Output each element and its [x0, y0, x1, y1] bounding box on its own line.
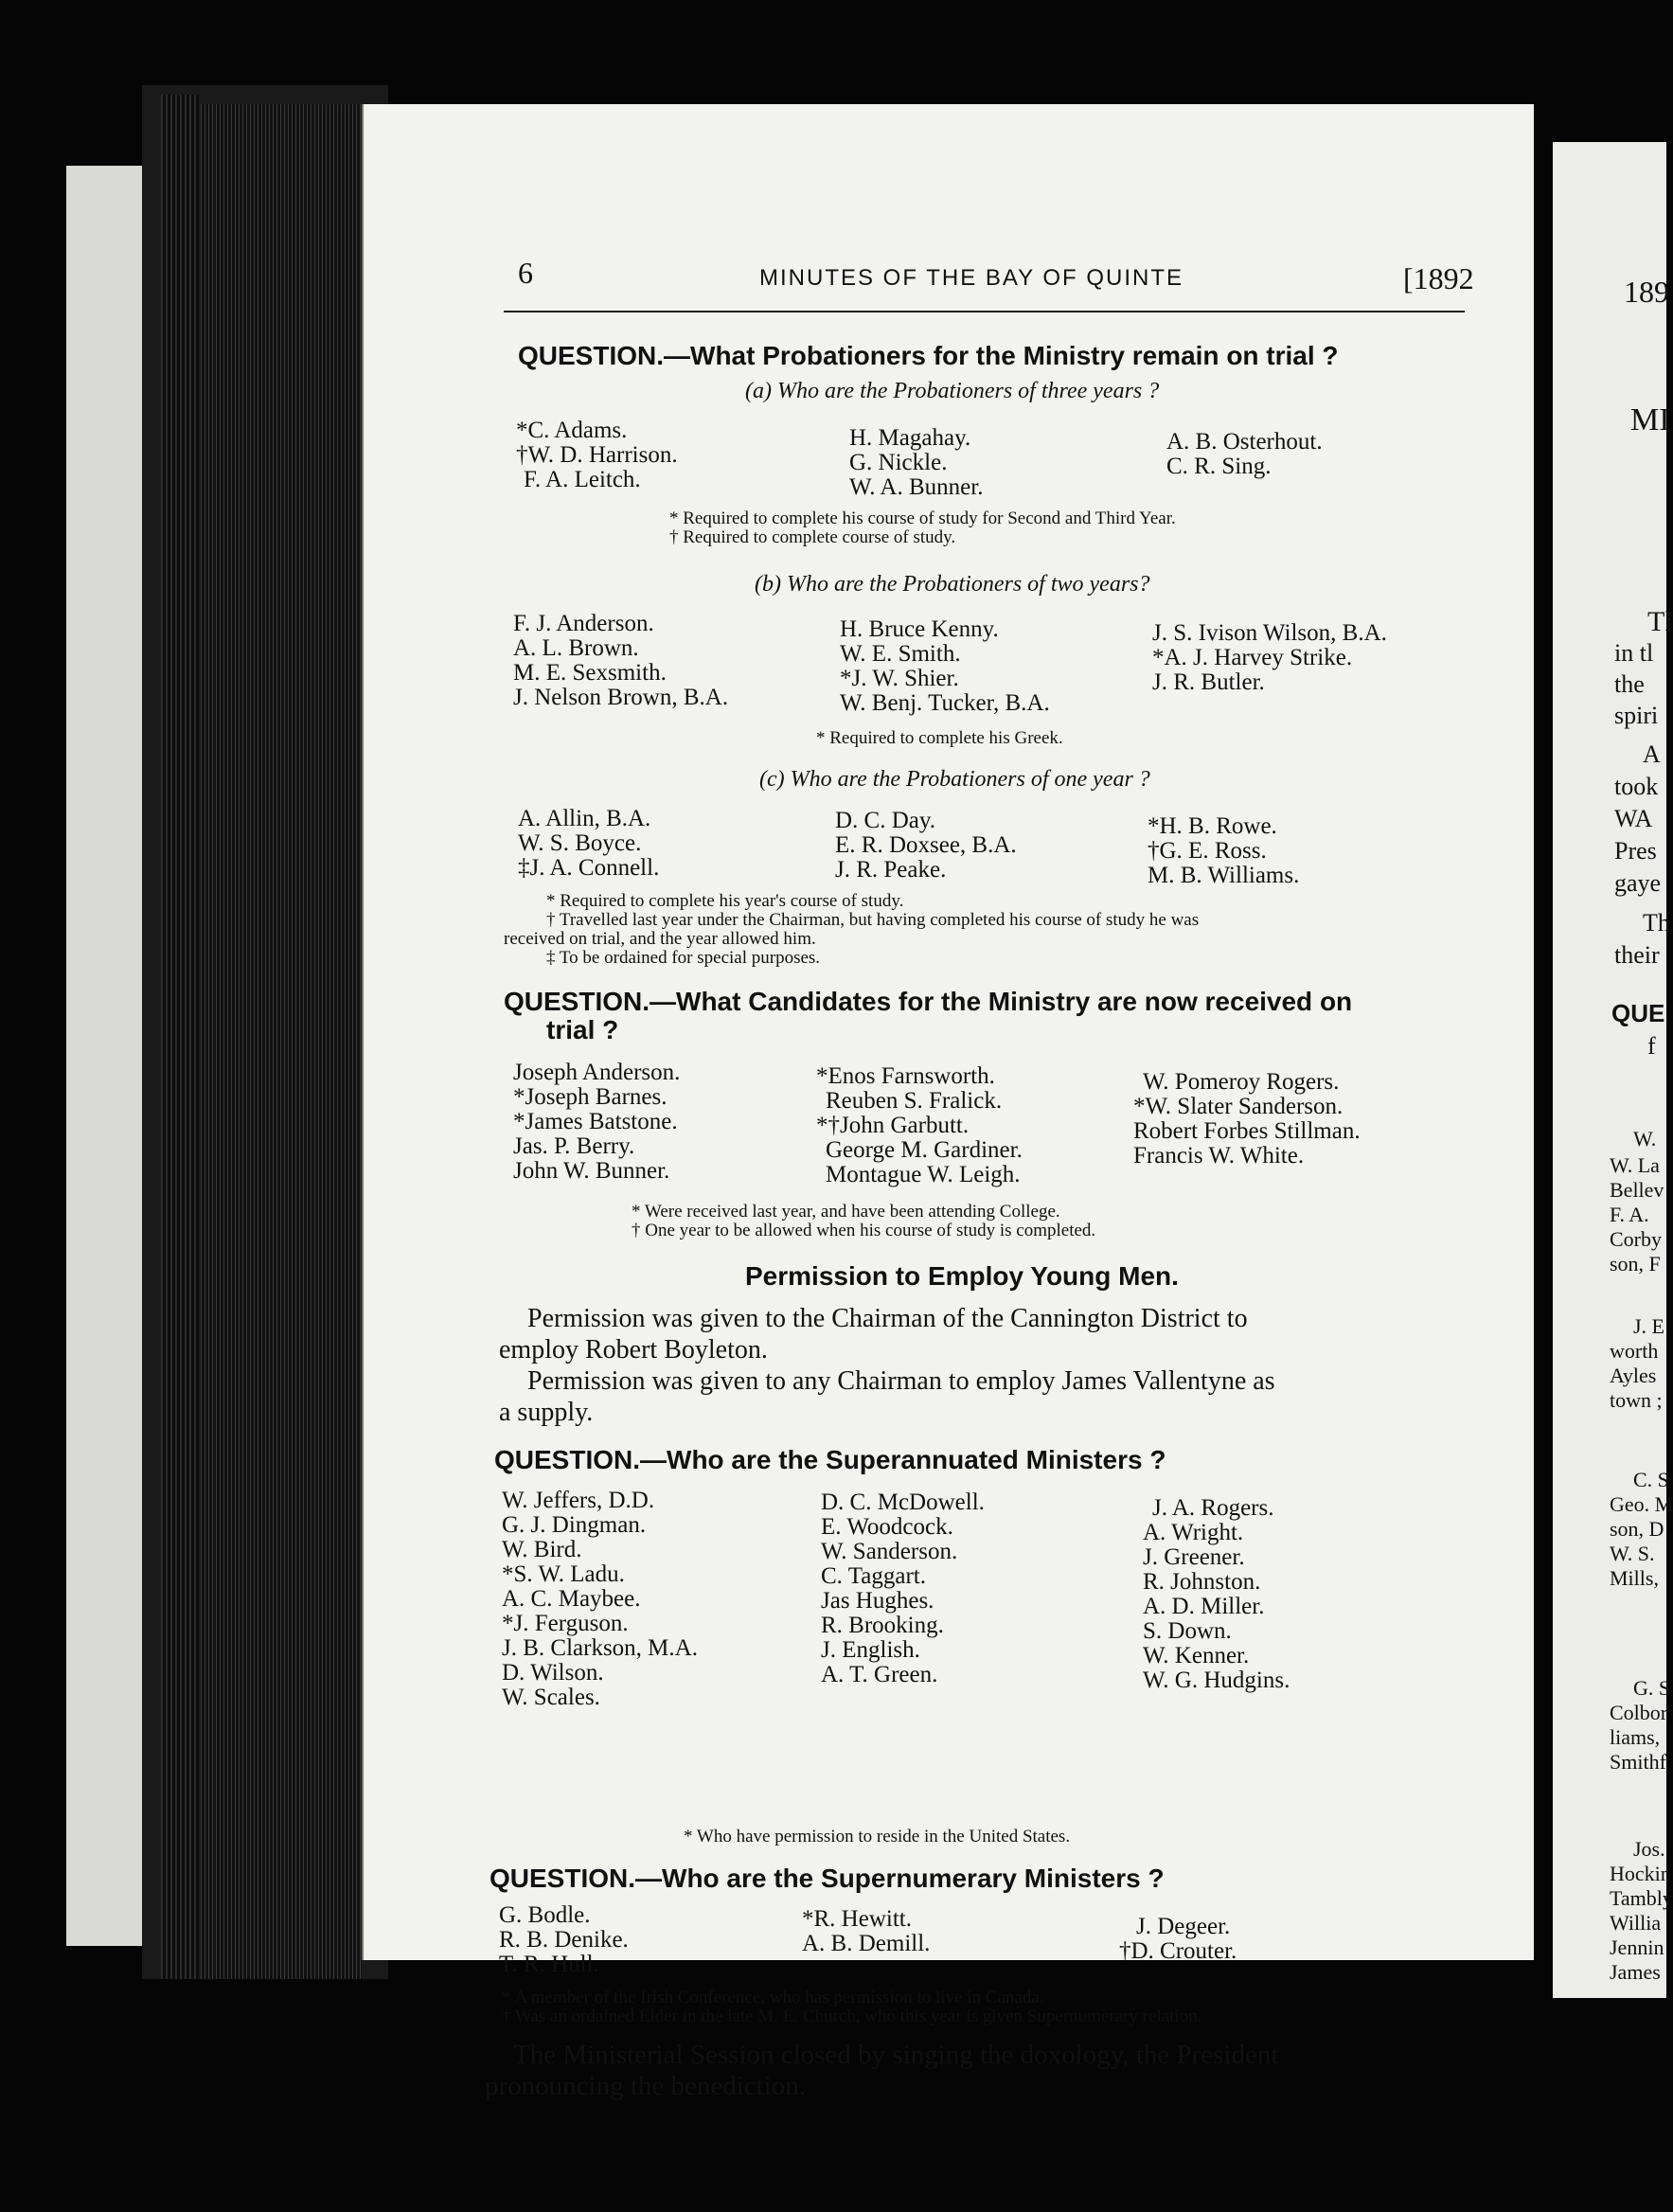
name: A. T. Green.	[821, 1662, 938, 1687]
name: *H. B. Rowe.	[1148, 813, 1277, 839]
candidates-col-3	[1133, 1070, 1361, 1168]
footnote: ‡ To be ordained for special purposes.	[546, 948, 821, 968]
name: C. Taggart.	[821, 1563, 926, 1589]
footnote: * Required to complete his year's course of study.	[546, 891, 904, 911]
facing-line: Smithf	[1610, 1750, 1666, 1774]
superannuated-notes	[684, 1828, 1070, 1846]
young-men-paragraphs	[499, 1303, 1275, 1428]
name: H. Magahay.	[849, 425, 971, 451]
name: W. E. Smith.	[840, 641, 961, 667]
facing-line: James	[1610, 1960, 1661, 1984]
name: Joseph Anderson.	[513, 1060, 681, 1085]
name: George M. Gardiner.	[826, 1137, 1023, 1163]
name: J. A. Rogers.	[1152, 1495, 1274, 1521]
name: C. R. Sing.	[1166, 454, 1272, 479]
footnote: † Required to complete course of study.	[669, 527, 956, 547]
facing-line: their	[1614, 941, 1660, 969]
name: A. L. Brown.	[513, 635, 639, 661]
supernumerary-col-2	[802, 1907, 930, 1956]
facing-line: Hockin	[1610, 1862, 1671, 1885]
name: W. S. Boyce.	[518, 830, 642, 856]
two-years-col-1	[513, 612, 728, 710]
footnote: † Was an ordained Elder in the late M. E. Church, who this year is given Supernumerary relation.	[502, 2007, 1202, 2026]
supernumerary-col-1	[499, 1903, 629, 1977]
facing-line: gaye	[1614, 869, 1662, 897]
name: Robert Forbes Stillman.	[1133, 1118, 1361, 1144]
facing-page-heading: MI	[1630, 402, 1670, 437]
name: G. J. Dingman.	[502, 1512, 647, 1538]
name: A. D. Miller.	[1143, 1594, 1265, 1619]
two-years-col-3	[1152, 621, 1387, 695]
name: W. A. Bunner.	[849, 474, 984, 500]
three-years-col-2	[849, 426, 983, 500]
name: W. Pomeroy Rogers.	[1143, 1069, 1340, 1095]
supernumerary-col-3	[1119, 1915, 1237, 1964]
name: T. R. Hull.	[499, 1952, 599, 1977]
facing-line: Ayles	[1610, 1364, 1657, 1387]
name: G. Bodle.	[499, 1902, 591, 1928]
name: J. English.	[821, 1637, 920, 1663]
page-edges	[161, 95, 199, 1979]
one-year-col-1	[518, 807, 659, 881]
facing-line: took	[1614, 773, 1659, 800]
footnote: * A member of the Irish Conference, who has permission to live in Canada.	[502, 1988, 1044, 2007]
closing-paragraph	[485, 2040, 1278, 2102]
name: W. Kenner.	[1143, 1643, 1250, 1668]
name: J. Greener.	[1143, 1544, 1245, 1570]
year-label: [1892	[1403, 261, 1474, 295]
paragraph-line: Permission was given to any Chairman to employ James Vallentyne as	[527, 1366, 1275, 1396]
name: W. Benj. Tucker, B.A.	[840, 690, 1050, 716]
page-stack	[201, 104, 362, 1979]
footnote: * Required to complete his course of study for Second and Third Year.	[669, 508, 1176, 528]
paragraph-line: employ Robert Boyleton.	[499, 1335, 768, 1365]
name: W. G. Hudgins.	[1143, 1668, 1290, 1693]
name: Reuben S. Fralick.	[826, 1088, 1003, 1114]
name: J. Nelson Brown, B.A.	[513, 685, 729, 710]
facing-line: son, D	[1610, 1517, 1664, 1541]
two-years-heading: (b) Who are the Probationers of two years?	[755, 572, 1150, 597]
name: *A. J. Harvey Strike.	[1152, 645, 1353, 670]
superannuated-question: QUESTION.—Who are the Superannuated Ministers ?	[494, 1445, 1166, 1474]
supernumerary-notes	[502, 1989, 1201, 2026]
name: H. Bruce Kenny.	[840, 616, 999, 642]
name: M. E. Sexsmith.	[513, 660, 667, 686]
name: †G. E. Ross.	[1148, 838, 1267, 864]
facing-line: Tambly	[1610, 1886, 1673, 1910]
superannuated-col-3	[1143, 1496, 1290, 1693]
facing-line: J. E	[1633, 1314, 1664, 1338]
facing-line: W. La	[1610, 1153, 1660, 1177]
candidates-col-2	[816, 1064, 1023, 1187]
footnote: † Travelled last year under the Chairman, but having completed his course of study he was	[546, 910, 1200, 930]
facing-line: Jos.	[1633, 1837, 1665, 1861]
facing-line: W. S.	[1610, 1542, 1655, 1565]
name: *James Batstone.	[513, 1109, 678, 1134]
name: Jas. P. Berry.	[513, 1133, 635, 1159]
paragraph-line: pronouncing the benediction.	[485, 2071, 807, 2101]
young-men-heading: Permission to Employ Young Men.	[745, 1261, 1179, 1291]
one-year-col-2	[835, 809, 1017, 883]
footnote: * Required to complete his Greek.	[816, 728, 1063, 748]
one-year-heading: (c) Who are the Probationers of one year ?	[759, 767, 1150, 792]
footnote: * Who have permission to reside in the United States.	[684, 1827, 1071, 1846]
facing-line: town ;	[1610, 1388, 1663, 1412]
name: F. J. Anderson.	[513, 611, 654, 636]
name: F. A. Leitch.	[524, 467, 641, 492]
name: *R. Hewitt.	[802, 1906, 912, 1932]
name: ‡J. A. Connell.	[518, 855, 660, 881]
three-years-col-1	[516, 419, 678, 492]
name: A. Allin, B.A.	[518, 806, 651, 831]
three-years-col-3	[1166, 430, 1323, 479]
facing-line: F. A.	[1610, 1203, 1649, 1226]
name: J. Degeer.	[1136, 1914, 1231, 1939]
name: W. Jeffers, D.D.	[502, 1488, 655, 1513]
three-years-heading: (a) Who are the Probationers of three years ?	[745, 379, 1160, 403]
name: M. B. Williams.	[1148, 863, 1300, 888]
name: D. C. Day.	[835, 808, 936, 833]
facing-line: Willia	[1610, 1911, 1662, 1935]
probationers-question: QUESTION.—What Probationers for the Ministry remain on trial ?	[518, 341, 1339, 370]
superannuated-col-2	[821, 1490, 985, 1687]
footnote: received on trial, and the year allowed him.	[504, 929, 816, 949]
name: †D. Crouter.	[1119, 1938, 1237, 1964]
facing-line: f	[1647, 1032, 1656, 1060]
name: Montague W. Leigh.	[826, 1162, 1021, 1187]
candidates-col-1	[513, 1061, 680, 1184]
name: *C. Adams.	[516, 418, 628, 443]
facing-line: WA	[1614, 805, 1653, 832]
facing-line: Colbor	[1610, 1701, 1668, 1724]
facing-line: the	[1614, 670, 1645, 698]
name: E. R. Doxsee, B.A.	[835, 832, 1017, 858]
name: A. Wright.	[1143, 1520, 1244, 1545]
paragraph-line: a supply.	[499, 1398, 594, 1427]
footnote: † One year to be allowed when his course of study is completed.	[632, 1221, 1096, 1240]
name: D. C. McDowell.	[821, 1490, 985, 1515]
paragraph-line: Permission was given to the Chairman of the Cannington District to	[527, 1304, 1248, 1333]
supernumerary-question: QUESTION.—Who are the Supernumerary Ministers ?	[489, 1864, 1165, 1893]
facing-line: worth	[1610, 1339, 1659, 1363]
name: J. R. Peake.	[835, 857, 947, 883]
facing-line: W.	[1633, 1127, 1657, 1151]
running-title: MINUTES OF THE BAY OF QUINTE	[759, 265, 1184, 291]
facing-line: Th	[1643, 909, 1670, 937]
three-years-notes	[669, 509, 1176, 547]
facing-line: QUE	[1611, 999, 1665, 1027]
name: *S. W. Ladu.	[502, 1561, 625, 1587]
name: R. Brooking.	[821, 1613, 944, 1638]
facing-line: Jennin	[1610, 1936, 1664, 1959]
name: Jas Hughes.	[821, 1588, 934, 1614]
name: D. Wilson.	[502, 1660, 604, 1686]
document-page	[362, 104, 1534, 2101]
name: R. Johnston.	[1143, 1569, 1261, 1595]
candidates-question-continued: trial ?	[546, 1015, 619, 1044]
name: J. S. Ivison Wilson, B.A.	[1152, 620, 1387, 646]
footnote: * Were received last year, and have been attending College.	[632, 1202, 1060, 1222]
facing-page-year: 189	[1624, 275, 1669, 309]
facing-line: G. S	[1633, 1676, 1671, 1700]
one-year-notes	[504, 892, 1199, 968]
facing-line: Mills,	[1610, 1566, 1659, 1590]
name: *Joseph Barnes.	[513, 1084, 667, 1110]
name: W. Sanderson.	[821, 1539, 958, 1564]
name: A. C. Maybee.	[502, 1586, 641, 1612]
name: E. Woodcock.	[821, 1514, 953, 1540]
candidates-notes	[632, 1203, 1095, 1240]
header-rule	[504, 311, 1465, 312]
two-years-col-2	[840, 617, 1050, 716]
facing-line: Bellev	[1610, 1178, 1664, 1202]
facing-line: A	[1643, 740, 1661, 768]
name: J. R. Butler.	[1152, 669, 1265, 695]
facing-line: Corby	[1610, 1227, 1662, 1251]
name: *W. Slater Sanderson.	[1133, 1094, 1344, 1119]
name: *†John Garbutt.	[816, 1113, 970, 1138]
facing-line: C. S	[1633, 1468, 1669, 1491]
facing-line: liams,	[1610, 1725, 1661, 1749]
page-number: 6	[518, 256, 533, 290]
name: G. Nickle.	[849, 450, 948, 475]
one-year-col-3	[1148, 814, 1299, 888]
name: *J. Ferguson.	[502, 1611, 629, 1636]
name: *Enos Farnsworth.	[816, 1063, 995, 1089]
name: S. Down.	[1143, 1618, 1232, 1644]
superannuated-col-1	[502, 1489, 698, 1710]
name: *J. W. Shier.	[840, 666, 959, 691]
name: A. B. Demill.	[802, 1931, 931, 1956]
name: R. B. Denike.	[499, 1927, 629, 1953]
facing-line: in tl	[1614, 639, 1654, 667]
facing-line: Pres	[1614, 837, 1657, 865]
name: W. Scales.	[502, 1685, 600, 1710]
facing-line: Geo. M	[1610, 1492, 1673, 1516]
two-years-notes	[816, 729, 1063, 748]
paragraph-line: The Ministerial Session closed by singing the doxology, the President	[513, 2040, 1279, 2070]
facing-line: Tl	[1647, 606, 1673, 637]
candidates-question: QUESTION.—What Candidates for the Ministry are now received on	[504, 987, 1353, 1016]
name: W. Bird.	[502, 1537, 582, 1562]
name: J. B. Clarkson, M.A.	[502, 1635, 698, 1661]
name: John W. Bunner.	[513, 1158, 670, 1184]
facing-page-fragment	[1553, 142, 1673, 1998]
name: Francis W. White.	[1133, 1143, 1305, 1168]
facing-line: son, F	[1610, 1252, 1661, 1275]
name: †W. D. Harrison.	[516, 442, 678, 468]
facing-line: spiri	[1614, 702, 1659, 729]
name: A. B. Osterhout.	[1166, 429, 1323, 455]
